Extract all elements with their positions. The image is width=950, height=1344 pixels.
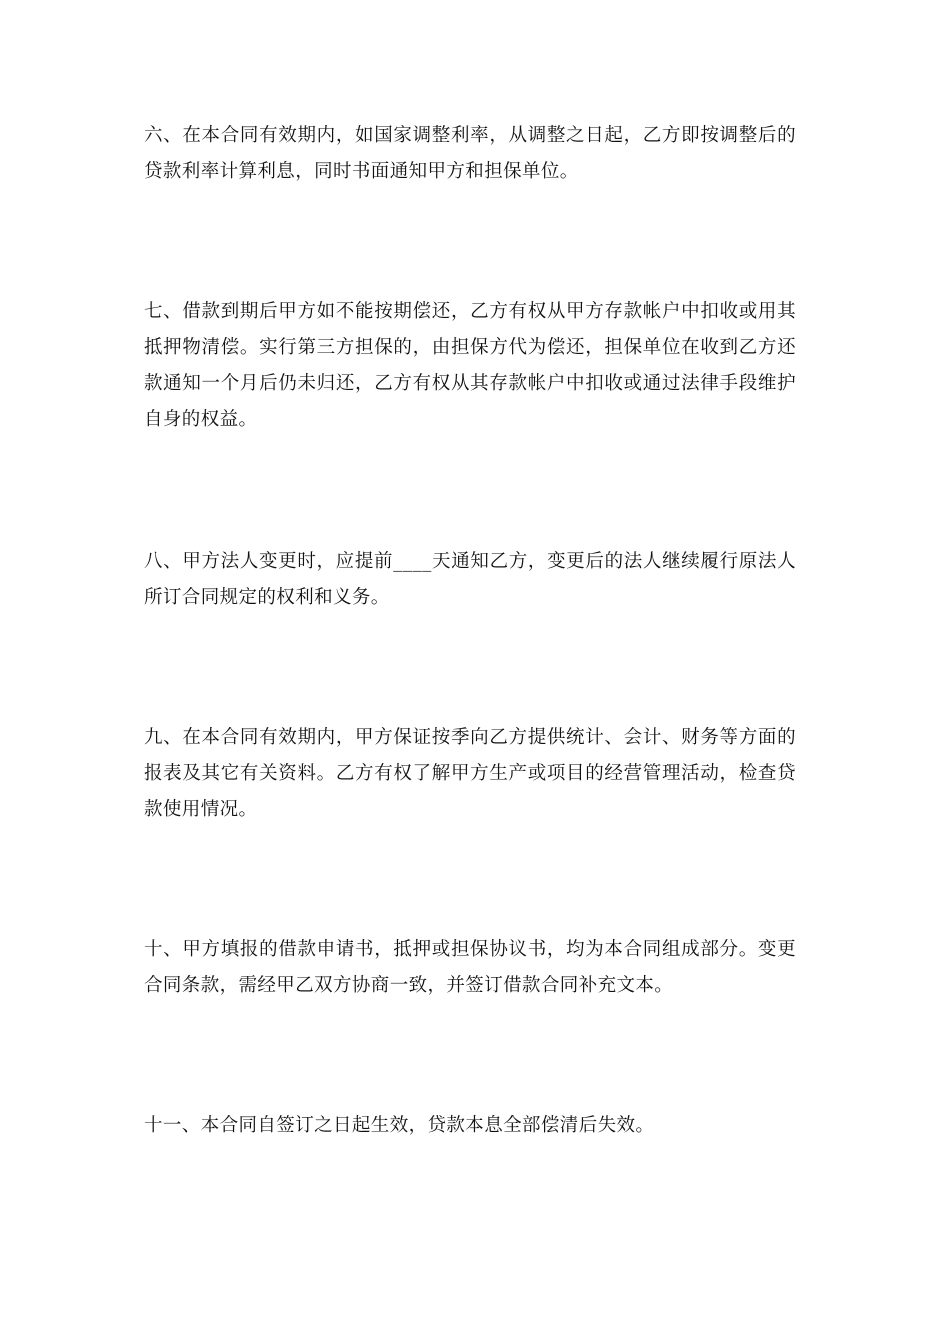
clause-8: 八、甲方法人变更时，应提前____天通知乙方，变更后的法人继续履行原法人所订合同规定的权利和义务。 (144, 551, 796, 608)
clause-11: 十一、本合同自签订之日起生效，贷款本息全部偿清后失效。 (144, 1115, 655, 1136)
clause-7: 七、借款到期后甲方如不能按期偿还，乙方有权从甲方存款帐户中扣收或用其抵押物清偿。实行第三方担保的，由担保方代为偿还，担保单位在收到乙方还款通知一个月后仍未归还，乙方有权从其存款帐户中扣收或通过法律手段维护自身的权益。 (144, 301, 796, 430)
clause-9: 九、在本合同有效期内，甲方保证按季向乙方提供统计、会计、财务等方面的报表及其它有关资料。乙方有权了解甲方生产或项目的经营管理活动，检查贷款使用情况。 (144, 727, 796, 820)
clause-10: 十、甲方填报的借款申请书，抵押或担保协议书，均为本合同组成部分。变更合同条款，需经甲乙双方协商一致，并签订借款合同补充文本。 (144, 939, 796, 996)
clause-6: 六、在本合同有效期内，如国家调整利率，从调整之日起，乙方即按调整后的贷款利率计算利息，同时书面通知甲方和担保单位。 (144, 125, 796, 182)
